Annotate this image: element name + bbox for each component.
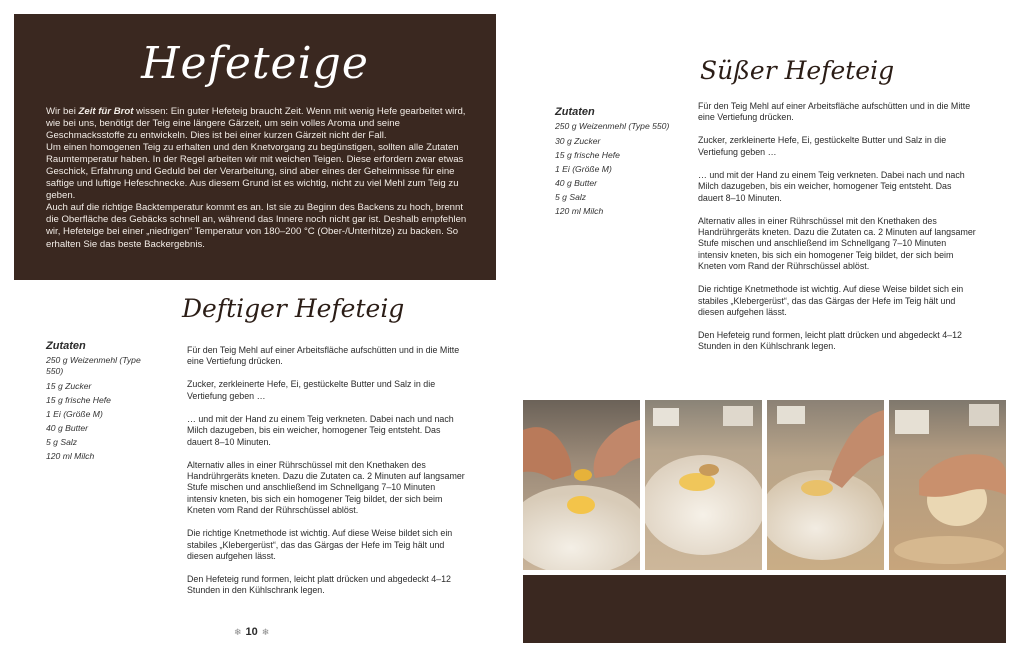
intro-box (14, 14, 496, 280)
brand-name: Zeit für Brot (78, 106, 134, 117)
step-paragraph: Zucker, zerkleinerte Hefe, Ei, gestückelte Butter und Salz in die Vertiefung geben … (187, 379, 436, 401)
left-ingredients (46, 340, 156, 463)
step-paragraph: Für den Teig Mehl auf einer Arbeitsfläche aufschütten und in die Mitte eine Vertiefung drücken. (698, 101, 971, 123)
ingredient-item: 5 g Salz (555, 192, 587, 202)
right-recipe-title: Süßer Hefeteig (700, 56, 895, 85)
step-paragraph: Alternativ alles in einer Rührschüssel mit den Knethaken des Handrührgeräts kneten. Dazu die Zutaten ca. 2 Minuten auf langsamer Stufe mischen und anschließend im Schnellgang 7–10 Minuten intensiv kneten, bis sich ein homogener Teig bildet, der sich beim Kneten vom Rand der Rührschüssel ablöst. (698, 215, 976, 272)
photo-strip (523, 400, 1006, 570)
left-steps (187, 345, 465, 608)
left-ingredient-list (46, 354, 156, 463)
ingredient-item: 120 ml Milch (46, 451, 95, 461)
intro-p1-rest: wissen: Ein guter Hefeteig braucht Zeit. Wenn mit wenig Hefe gearbeitet wird, wie bei uns, benötigt der Teig eine längere Gärzeit, um sein volles Aroma und seine Geschmacksstoffe zu entwickeln. Dies ist bei einer kurzen Gärzeit nicht der Fall. (46, 106, 466, 142)
page-footer (230, 626, 273, 638)
intro-paragraph-3: Auch auf die richtige Backtemperatur kommt es an. Ist sie zu Beginn des Backens zu hoch, brennt die Oberfläche des Gebäcks schnell an, während das Innere noch nicht gar ist. Deshalb empfehlen wir, Hefeteige bei einer „niedrigen“ Temperatur von 180–200 °C (Ober-/Unterhitze) zu backen. So erhalten Sie das beste Backergebnis. (46, 202, 467, 250)
ingredient-item: 250 g Weizenmehl (Type 550) (46, 355, 141, 376)
step-paragraph: Den Hefeteig rund formen, leicht platt drücken und abgedeckt 4–12 Stunden in den Kühlschrank legen. (187, 574, 451, 596)
step-paragraph: Zucker, zerkleinerte Hefe, Ei, gestückelte Butter und Salz in die Vertiefung geben … (698, 135, 947, 157)
photo-kneading-image (889, 400, 1006, 570)
step-paragraph: Den Hefeteig rund formen, leicht platt drücken und abgedeckt 4–12 Stunden in den Kühlschrank legen. (698, 330, 962, 352)
photo-egg-crack-image (523, 400, 640, 570)
page-number: 10 (245, 626, 258, 638)
step-paragraph: Die richtige Knetmethode ist wichtig. Auf diese Weise bildet sich ein stabiles „Klebergerüst“, das das Gärgas der Hefe im Teig hält und diesen aufgehen lässt. (187, 528, 453, 562)
photo-kneading (889, 400, 1006, 570)
right-ingredients (555, 106, 675, 218)
intro-paragraph-2: Um einen homogenen Teig zu erhalten und den Knetvorgang zu begünstigen, sollten alle Zutaten Raumtemperatur haben. In der Regel arbeiten wir mit weichen Teigen. Diese erfordern zwar etwas Geschick, Erfahrung und Geduld bei der Verarbeitung, sind aber eines der Geheimnisse für eine saftige und luftige Hefeschnecke. Aus diesem Grund ist es wichtig, nicht zu viel Mehl zum Teig zu geben. (46, 142, 464, 202)
ingredient-item: 120 ml Milch (555, 206, 604, 216)
photo-mixing (767, 400, 884, 570)
step-paragraph: … und mit der Hand zu einem Teig verkneten. Dabei nach und nach Milch dazugeben, bis ein weicher, homogener Teig entsteht. Das dauert 8–10 Minuten. (187, 413, 454, 447)
left-ingredients-heading: Zutaten (46, 340, 86, 352)
ingredient-item: 250 g Weizenmehl (Type 550) (555, 121, 670, 131)
photo-mixing-image (767, 400, 884, 570)
step-paragraph: Alternativ alles in einer Rührschüssel mit den Knethaken des Handrührgeräts kneten. Dazu die Zutaten ca. 2 Minuten auf langsamer Stufe mischen und anschließend im Schnellgang 7–10 Minuten intensiv kneten, bis sich ein homogener Teig bildet, der sich beim Kneten vom Rand der Rührschüssel ablöst. (187, 459, 465, 516)
ingredient-item: 5 g Salz (46, 437, 78, 447)
snowflake-icon: ❄ (234, 627, 242, 637)
step-paragraph: Die richtige Knetmethode ist wichtig. Auf diese Weise bildet sich ein stabiles „Klebergerüst“, das das Gärgas der Hefe im Teig hält und diesen aufgehen lässt. (698, 284, 964, 318)
ingredient-item: 40 g Butter (46, 423, 89, 433)
decorative-bar (523, 575, 1006, 643)
step-paragraph: … und mit der Hand zu einem Teig verkneten. Dabei nach und nach Milch dazugeben, bis ein weicher, homogener Teig entsteht. Das dauert 8–10 Minuten. (698, 169, 965, 203)
ingredient-item: 15 g frische Hefe (555, 150, 620, 160)
ingredient-item: 30 g Zucker (555, 136, 601, 146)
right-ingredients-heading: Zutaten (555, 106, 595, 118)
right-ingredient-list (555, 120, 675, 218)
ingredient-item: 15 g frische Hefe (46, 395, 111, 405)
ingredient-item: 1 Ei (Größe M) (46, 409, 103, 419)
photo-egg-crack (523, 400, 640, 570)
photo-flour-well (645, 400, 762, 570)
right-steps (698, 101, 976, 364)
ingredient-item: 1 Ei (Größe M) (555, 164, 612, 174)
ingredient-item: 40 g Butter (555, 178, 598, 188)
intro-paragraph-1 (46, 106, 470, 142)
left-recipe-title: Deftiger Hefeteig (182, 294, 405, 323)
intro-text (46, 106, 470, 251)
intro-title: Hefeteige (141, 38, 369, 89)
photo-flour-well-image (645, 400, 762, 570)
snowflake-icon: ❄ (261, 627, 270, 637)
ingredient-item: 15 g Zucker (46, 381, 92, 391)
step-paragraph: Für den Teig Mehl auf einer Arbeitsfläche aufschütten und in die Mitte eine Vertiefung drücken. (187, 345, 460, 367)
intro-p1-prefix: Wir bei (46, 106, 79, 117)
